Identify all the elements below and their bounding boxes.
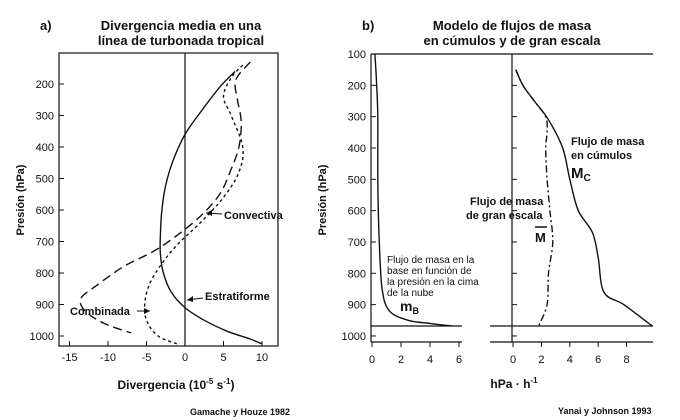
- panel-b-ytick-label-600: 600: [347, 205, 366, 218]
- panel-b-ytick-label-100: 100: [347, 49, 366, 61]
- panel-a-ytick-label-700: 700: [35, 236, 54, 249]
- panel-a-ytick-label-800: 800: [35, 268, 54, 280]
- panel-b-y-axis-label: Presión (hPa): [317, 164, 329, 236]
- panel-a-ytick-label-300: 300: [35, 110, 54, 123]
- panel-a-ytick-label-900: 900: [35, 299, 54, 312]
- panel-b-label: b): [362, 18, 375, 33]
- estratiforme-arrowhead: [187, 296, 193, 302]
- annotation-convectiva: Convectiva: [224, 210, 283, 222]
- panel-b2-xtick-label-0: 0: [509, 354, 517, 366]
- panel-b2-xtick-label-6: 6: [595, 354, 602, 366]
- panel-a-xtick-label-5: 10: [255, 352, 269, 364]
- annotation-mc-line-1: Flujo de masa: [571, 136, 645, 148]
- panel-a-ytick-label-400: 400: [35, 142, 54, 154]
- annotation-mb-line-4: de la nube: [387, 288, 434, 299]
- annotation-estratiforme: Estratiforme: [205, 291, 270, 303]
- convectiva-arrowhead: [206, 210, 212, 216]
- panel-a-xtick-label-4: 5: [220, 352, 227, 364]
- panel-a: [15, 18, 290, 417]
- panel-b1-xtick-label-6: 6: [455, 354, 463, 366]
- annotation-mc-symbol: $M_C$: [571, 165, 591, 184]
- source-a: Gamache y Houze 1982: [190, 407, 291, 417]
- panel-b-title-line-2: en cúmulos y de gran escala: [423, 33, 601, 48]
- series-estratiforme: [160, 71, 262, 344]
- panel-b2-xtick-label-8: 8: [623, 354, 630, 366]
- panel-b1-xtick-label-4: 4: [426, 354, 434, 366]
- panel-b-ytick-label-700: 700: [347, 236, 366, 249]
- annotation-m-line-2: de gran escala: [466, 210, 543, 222]
- panel-b-x-axis: [369, 342, 630, 366]
- panel-a-ytick-label-200: 200: [35, 79, 54, 91]
- panel-b-x-axis-label: hPa · $h^{-1}$: [490, 376, 538, 391]
- panel-b-ytick-label-900: 900: [347, 299, 366, 312]
- panel-a-ytick-label-1000: 1000: [29, 331, 54, 343]
- panel-a-xtick-label-3: 0: [181, 352, 189, 364]
- panel-b2-xtick-label-4: 4: [566, 354, 573, 366]
- panel-b2-xtick-label-2: 2: [538, 354, 545, 366]
- panel-a-xtick-label-1: -10: [100, 352, 116, 364]
- annotation-combinada: Combinada: [70, 306, 130, 318]
- annotation-mb-symbol: $m_B$: [400, 298, 419, 316]
- panel-b-ytick-label-800: 800: [347, 268, 366, 281]
- panel-a-y-axis-label: Presión (hPa): [15, 164, 27, 236]
- panel-a-title-line-1: Divergencia media en una: [100, 18, 262, 33]
- panel-a-x-axis-label: Divergencia ($10^{-5}$ $s^{-1}$): [117, 377, 235, 392]
- source-b: Yanai y Johnson 1993: [558, 406, 652, 416]
- annotation-m-line-1: Flujo de masa: [470, 196, 544, 208]
- panel-a-xtick-label-2: -5: [141, 352, 152, 364]
- annotation-mb-line-1: Flujo de masa en la: [387, 255, 475, 266]
- panel-b-ytick-label-200: 200: [347, 80, 366, 93]
- panel-b-title-line-1: Modelo de flujos de masa: [432, 18, 592, 33]
- annotation-m-symbol: M: [535, 230, 546, 245]
- panel-b-ytick-label-1000: 1000: [341, 330, 366, 343]
- panel-a-title-line-2: línea de turbonada tropical: [97, 33, 265, 48]
- panel-b-ytick-label-400: 400: [347, 142, 366, 155]
- panel-b: [317, 18, 653, 416]
- panel-a-label: a): [40, 18, 52, 33]
- panel-a-x-axis: [62, 341, 269, 364]
- annotation-mc-line-2: en cúmulos: [571, 150, 633, 162]
- panel-a-xtick-label-0: -15: [61, 352, 78, 364]
- panel-b-ytick-label-300: 300: [347, 111, 366, 124]
- annotation-mb-line-3: la presión en la cima: [387, 277, 479, 288]
- panel-a-ytick-label-500: 500: [35, 173, 54, 186]
- panel-a-ytick-label-600: 600: [35, 205, 54, 217]
- panel-b-ytick-label-500: 500: [347, 174, 366, 187]
- annotation-mb-line-2: base en función de: [387, 266, 472, 277]
- panel-b1-xtick-label-0: 0: [368, 354, 376, 366]
- panel-b1-xtick-label-2: 2: [397, 354, 405, 366]
- combinada-arrowhead: [144, 308, 150, 314]
